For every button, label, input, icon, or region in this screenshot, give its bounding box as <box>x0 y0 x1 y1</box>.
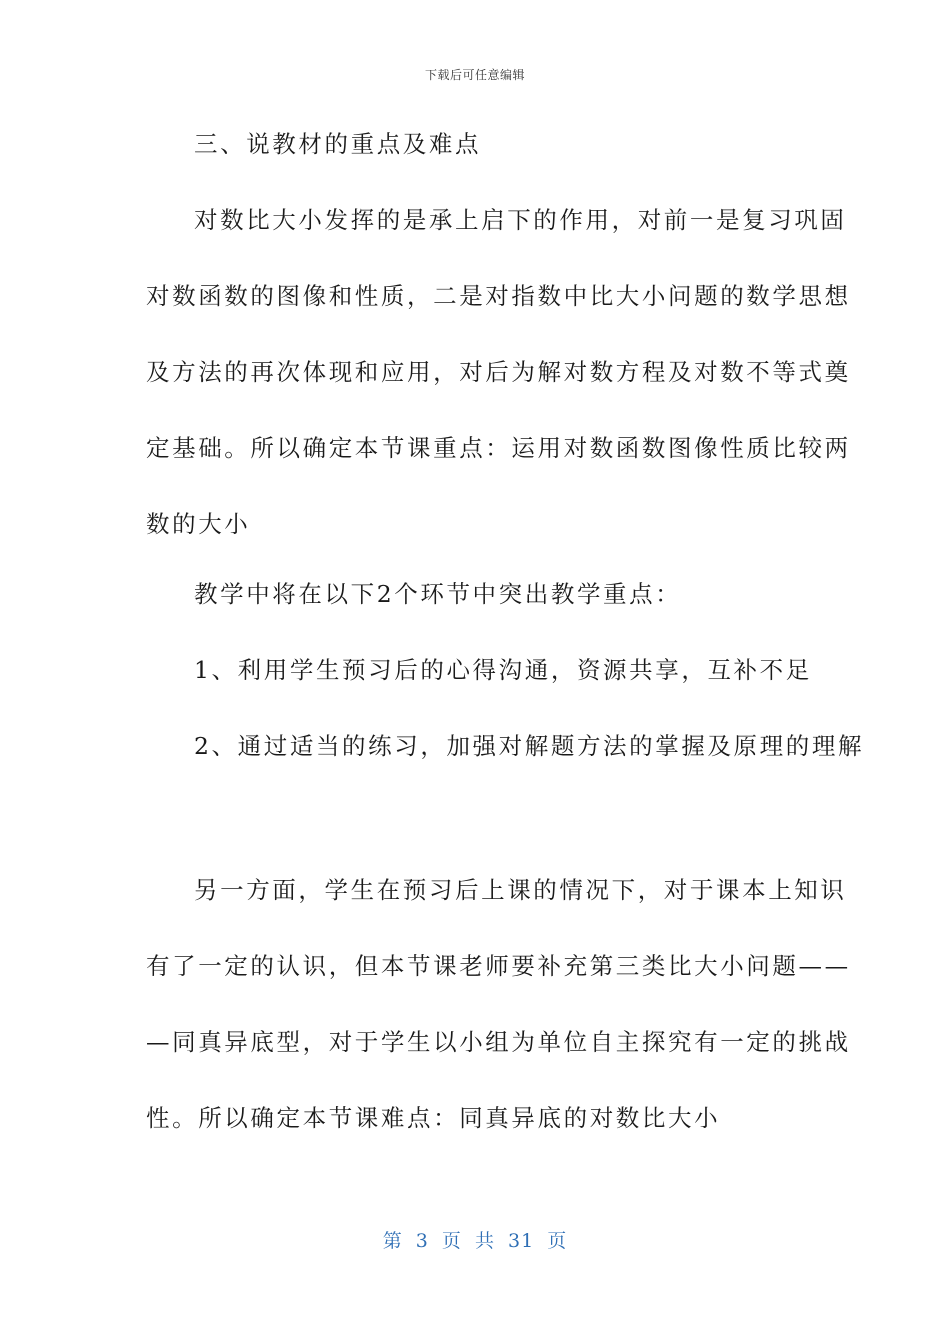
paragraph-2-line-3: —同真异底型，对于学生以小组为单位自主探究有一定的挑战 <box>146 1028 851 1056</box>
paragraph-2-line-1: 另一方面，学生在预习后上课的情况下，对于课本上知识 <box>194 876 847 904</box>
paragraph-1-line-4: 定基础。所以确定本节课重点：运用对数函数图像性质比较两 <box>146 434 851 462</box>
list-item-2: 2、通过适当的练习，加强对解题方法的掌握及原理的理解 <box>194 732 865 760</box>
section-heading: 三、说教材的重点及难点 <box>194 130 482 158</box>
paragraph-1-line-3: 及方法的再次体现和应用，对后为解对数方程及对数不等式奠 <box>146 358 851 386</box>
paragraph-1-line-2: 对数函数的图像和性质，二是对指数中比大小问题的数学思想 <box>146 282 851 310</box>
paragraph-2-line-4: 性。所以确定本节课难点：同真异底的对数比大小 <box>146 1104 721 1132</box>
intro-line: 教学中将在以下2个环节中突出教学重点： <box>194 580 682 608</box>
paragraph-2-line-2: 有了一定的认识，但本节课老师要补充第三类比大小问题—— <box>146 952 851 980</box>
list-item-1: 1、利用学生预习后的心得沟通，资源共享，互补不足 <box>194 656 812 684</box>
paragraph-1-line-5: 数的大小 <box>146 510 251 538</box>
page-header-note: 下载后可任意编辑 <box>424 68 525 82</box>
page-number-footer: 第 3 页 共 31 页 <box>382 1230 568 1252</box>
paragraph-1-line-1: 对数比大小发挥的是承上启下的作用，对前一是复习巩固 <box>194 206 847 234</box>
